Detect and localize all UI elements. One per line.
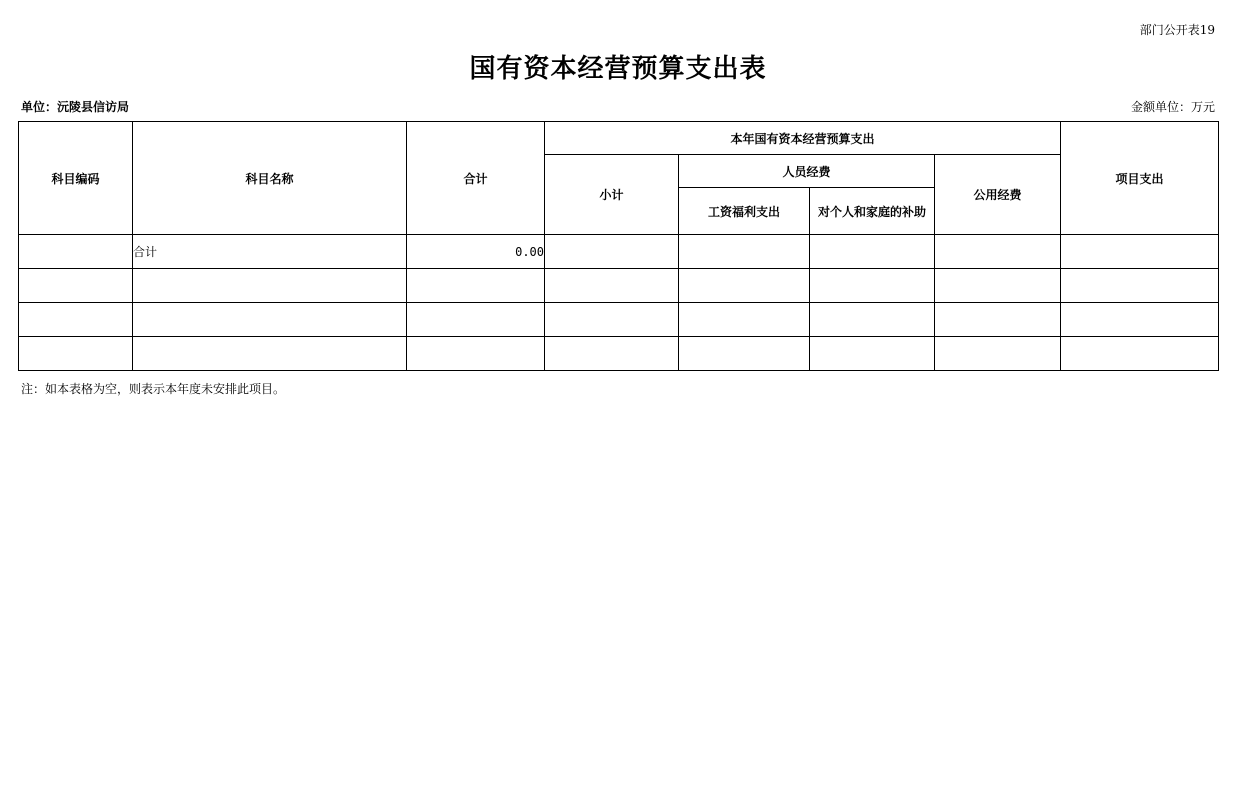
amount-unit-label: 金额单位：万元 (1130, 100, 1215, 114)
budget-table (18, 121, 1219, 371)
cell-individual-household-subsidy (810, 235, 935, 269)
form-code: 部门公开表19 (1139, 23, 1215, 37)
cell-code (19, 235, 133, 269)
cell-public-expense (935, 337, 1061, 371)
cell-code (19, 337, 133, 371)
col-header-subtotal: 小计 (545, 155, 679, 235)
cell-name: 合计 (133, 235, 407, 269)
table-row (19, 303, 1219, 337)
cell-code (19, 303, 133, 337)
page-title: 国有资本经营预算支出表 (469, 54, 767, 84)
cell-project-expense (1061, 303, 1219, 337)
table-row (19, 269, 1219, 303)
cell-individual-household-subsidy (810, 303, 935, 337)
cell-project-expense (1061, 269, 1219, 303)
col-header-public-expense: 公用经费 (935, 155, 1061, 235)
cell-project-expense (1061, 235, 1219, 269)
cell-subtotal (545, 269, 679, 303)
col-header-subject-name: 科目名称 (133, 122, 407, 235)
table-row (19, 235, 1219, 269)
footnote: 注：如本表格为空，则表示本年度未安排此项目。 (21, 382, 286, 396)
col-header-individual-household-subsidy: 对个人和家庭的补助 (810, 188, 935, 235)
cell-public-expense (935, 269, 1061, 303)
cell-individual-household-subsidy (810, 269, 935, 303)
unit-label: 单位：沅陵县信访局 (21, 100, 130, 114)
col-header-personnel-group: 人员经费 (679, 155, 935, 188)
cell-salary-welfare (679, 337, 810, 371)
cell-code (19, 269, 133, 303)
cell-individual-household-subsidy (810, 337, 935, 371)
table-row (19, 337, 1219, 371)
cell-total (407, 337, 545, 371)
cell-public-expense (935, 235, 1061, 269)
cell-subtotal (545, 303, 679, 337)
cell-subtotal (545, 235, 679, 269)
cell-name (133, 269, 407, 303)
cell-name (133, 303, 407, 337)
cell-total: 0.00 (407, 235, 545, 269)
cell-project-expense (1061, 337, 1219, 371)
cell-public-expense (935, 303, 1061, 337)
col-header-salary-welfare: 工资福利支出 (679, 188, 810, 235)
cell-salary-welfare (679, 235, 810, 269)
col-header-current-year-group: 本年国有资本经营预算支出 (545, 122, 1061, 155)
col-header-subject-code: 科目编码 (19, 122, 133, 235)
cell-name (133, 337, 407, 371)
cell-salary-welfare (679, 303, 810, 337)
col-header-total: 合计 (407, 122, 545, 235)
cell-total (407, 269, 545, 303)
cell-total (407, 303, 545, 337)
cell-subtotal (545, 337, 679, 371)
cell-salary-welfare (679, 269, 810, 303)
col-header-project-expense: 项目支出 (1061, 122, 1219, 235)
